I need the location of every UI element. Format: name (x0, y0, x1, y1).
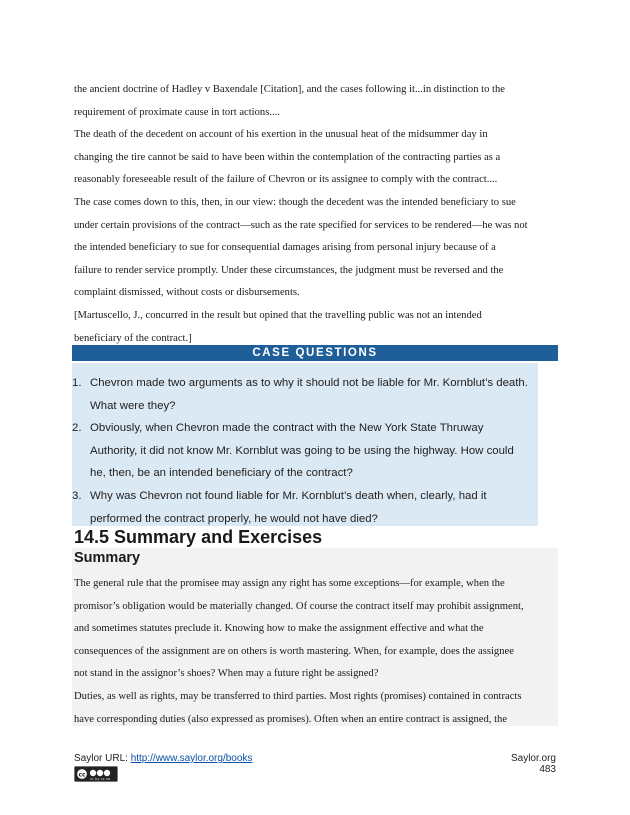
text-line: consequences of the assignment are on others is worth mastering. When, for example, does the assignee (74, 645, 514, 657)
svg-text:cc: cc (78, 771, 86, 779)
summary-heading: Summary (74, 550, 141, 566)
text-line: the ancient doctrine of Hadley v Baxendale [Citation], and the cases following it...in distinction to the (74, 84, 505, 95)
text-line: [Martuscello, J., concurred in the result but opined that the travelling public was not an intended (74, 309, 482, 321)
text-line: and sometimes statutes preclude it. Knowing how to make the assignment effective and what the (74, 623, 484, 635)
footer-url (74, 753, 252, 764)
text-line: promisor’s obligation would be materially changed. Of course the contract itself may prohibit assignment, (74, 600, 524, 612)
question-number: 1. (72, 377, 82, 389)
creative-commons-icon (74, 766, 118, 782)
case-questions-title: CASE QUESTIONS (72, 345, 558, 361)
question-line: performed the contract properly, he would not have died? (90, 512, 378, 525)
text-line: Duties, as well as rights, may be transferred to third parties. Most rights (promises) contained in contracts (74, 690, 522, 702)
question-line: Chevron made two arguments as to why it should not be liable for Mr. Kornblut’s death. (90, 377, 528, 389)
text-line: failure to render service promptly. Under these circumstances, the judgment must be reversed and the (74, 264, 504, 276)
question-number: 2. (72, 422, 82, 434)
question-line: Obviously, when Chevron made the contract with the New York State Thruway (90, 422, 484, 434)
summary-text (74, 573, 558, 731)
license-badge-text: cc by nc sa (89, 777, 111, 781)
footer-site (511, 753, 556, 775)
text-line: The death of the decedent on account of his exertion in the unusual heat of the midsummer day in (74, 129, 488, 141)
text-line: have corresponding duties (also expressed as promises). Often when an entire contract is assigned, the (74, 713, 508, 725)
text-line: under certain provisions of the contract—such as the rate specified for services to be rendered—he was not (74, 219, 528, 231)
text-line: reasonably foreseeable result of the failure of Chevron or its assignee to comply with the contract.... (74, 174, 498, 186)
text-line: requirement of proximate cause in tort actions.... (74, 106, 280, 118)
saylor-books-link[interactable]: http://www.saylor.org/books (130, 753, 253, 764)
page-number: 483 (539, 764, 556, 775)
footer-url-label: Saylor URL: (74, 753, 131, 764)
text-line: beneficiary of the contract.] (74, 332, 192, 344)
question-line: he, then, be an intended beneficiary of the contract? (90, 467, 353, 480)
question-line: What were they? (90, 399, 176, 412)
question-line: Authority, it did not know Mr. Kornblut was going to be using the highway. How could (90, 444, 514, 457)
opinion-text (74, 79, 558, 350)
question-line: Why was Chevron not found liable for Mr. Kornblut’s death when, clearly, had it (90, 490, 487, 502)
site-name: Saylor.org (510, 753, 556, 764)
text-line: complaint dismissed, without costs or disbursements. (74, 287, 300, 299)
text-line: The case comes down to this, then, in our view: though the decedent was the intended beneficiary to sue (74, 196, 516, 208)
section-heading: 14.5 Summary and Exercises (74, 527, 323, 547)
text-line: changing the tire cannot be said to have been within the contemplation of the contracting parties as a (74, 151, 501, 163)
text-line: not stand in the assignor’s shoes? When may a future right be assigned? (74, 668, 379, 680)
text-line: The general rule that the promisee may assign any right has some exceptions—for example, when the (74, 578, 505, 589)
question-number: 3. (72, 490, 82, 502)
text-line: the intended beneficiary to sue for consequential damages arising from personal injury because of a (74, 242, 496, 254)
